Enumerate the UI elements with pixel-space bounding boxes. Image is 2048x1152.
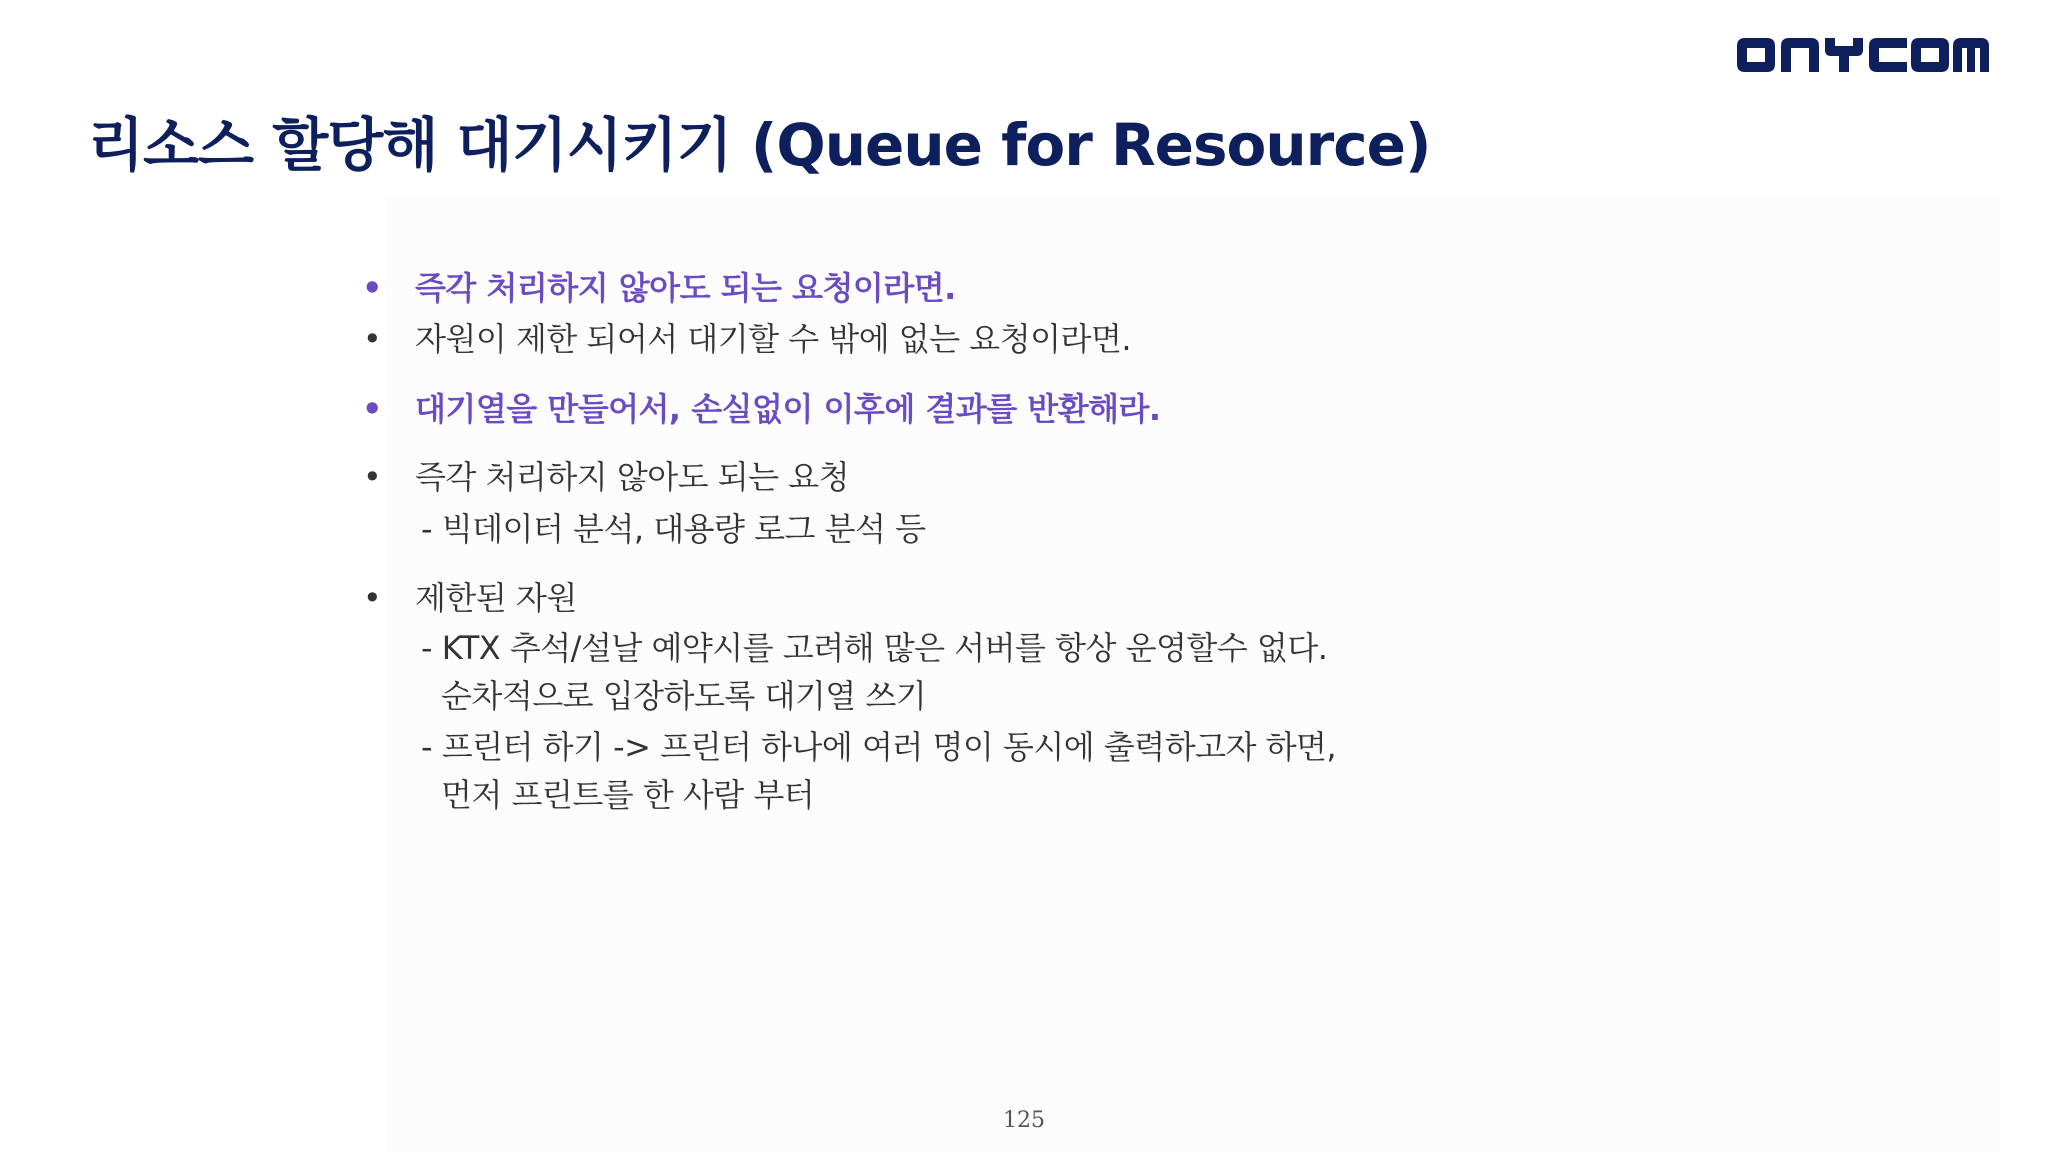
bullet-text: 대기열을 만들어서, 손실없이 이후에 결과를 반환해라. — [415, 390, 1161, 428]
sub-line: - 빅데이터 분석, 대용량 로그 분석 등 — [421, 510, 926, 548]
onycom-logo — [1737, 38, 1989, 72]
sub-line: 먼저 프린트를 한 사람 부터 — [441, 776, 815, 814]
bullet-text: 자원이 제한 되어서 대기할 수 밖에 없는 요청이라면. — [415, 320, 1132, 358]
bullet-marker: • — [362, 269, 382, 307]
sub-line: - KTX 추석/설날 예약시를 고려해 많은 서버를 항상 운영할수 없다. — [421, 629, 1328, 667]
onycom-logo-mark — [1737, 38, 1989, 72]
bullet-marker: • — [362, 579, 382, 617]
page-number: 125 — [1003, 1108, 1045, 1133]
bullet-text: 제한된 자원 — [415, 579, 577, 617]
bullet-text: 즉각 처리하지 않아도 되는 요청이라면. — [415, 269, 956, 307]
bullet-marker: • — [362, 320, 382, 358]
sub-line: 순차적으로 입장하도록 대기열 쓰기 — [441, 677, 927, 715]
slide-title: 리소스 할당해 대기시키기 (Queue for Resource) — [88, 111, 1431, 179]
bullet-text: 즉각 처리하지 않아도 되는 요청 — [415, 458, 850, 496]
bullet-marker: • — [362, 458, 382, 496]
bullet-marker: • — [362, 390, 382, 428]
sub-line: - 프린터 하기 -> 프린터 하나에 여러 명이 동시에 출력하고자 하면, — [421, 728, 1337, 766]
